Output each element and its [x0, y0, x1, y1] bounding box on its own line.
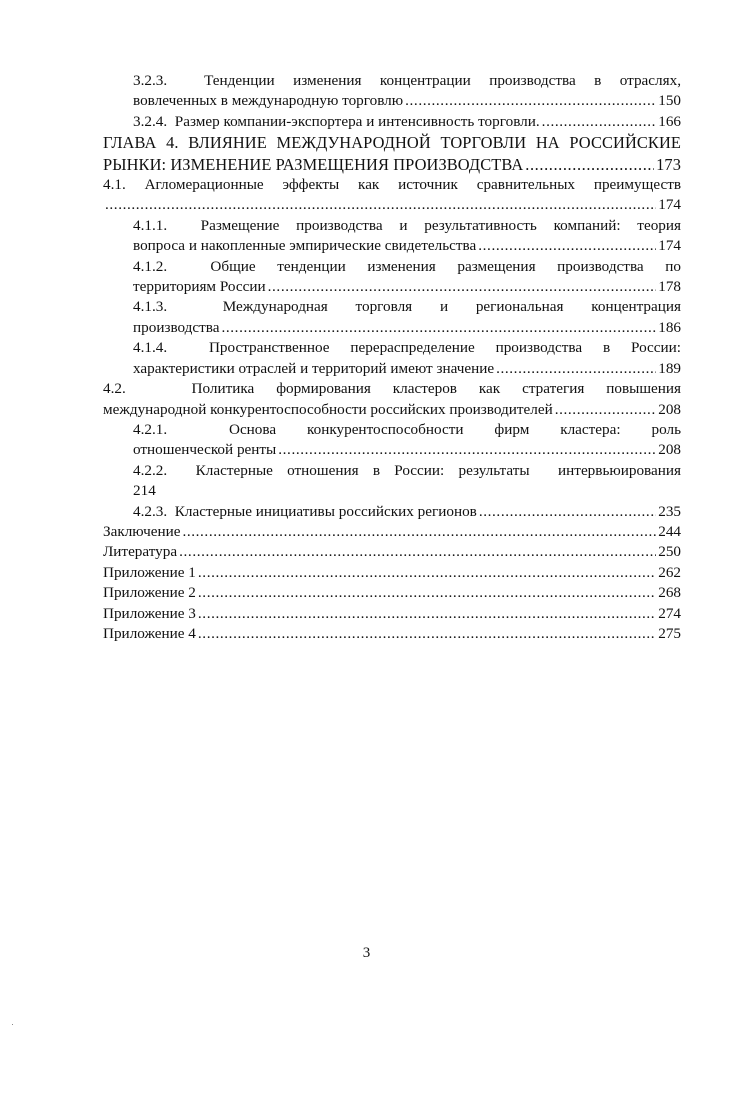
- dot-leader: [555, 400, 657, 420]
- toc-entry: [103, 420, 681, 461]
- toc-entry-line: 4.1.2. Общие тенденции изменения размещения производства по: [133, 257, 681, 275]
- dot-leader: [278, 440, 656, 460]
- toc-entry-last-line: [133, 318, 681, 338]
- toc-entry: [103, 297, 681, 338]
- toc-entry-last-line: [103, 195, 681, 215]
- toc-entry-title: Приложение 4: [103, 624, 196, 642]
- toc-page-number: 189: [658, 359, 681, 377]
- toc-entry-title: Приложение 1: [103, 563, 196, 581]
- toc-entry-last-line: [133, 277, 681, 297]
- dot-leader: [179, 542, 656, 562]
- dot-leader: [268, 277, 657, 297]
- dot-leader: [542, 112, 657, 132]
- toc-entry: [103, 175, 681, 216]
- toc-entry-title: Приложение 2: [103, 584, 196, 602]
- toc-entry-last-line: [103, 563, 681, 583]
- toc-entry-title: 4.2.3. Кластерные инициативы российских регионов: [133, 502, 477, 520]
- toc-page-number: 174: [658, 237, 681, 255]
- toc-entry-title: Приложение 3: [103, 604, 196, 622]
- scan-speck: [12, 1024, 13, 1025]
- toc-page-number: 274: [658, 604, 681, 622]
- toc-entry-last-line: [103, 604, 681, 624]
- toc-entry: [103, 502, 681, 522]
- toc-page-number: 275: [658, 624, 681, 642]
- toc-entry-last-line: [103, 154, 681, 175]
- toc-entry-last-line: [133, 502, 681, 522]
- toc-entry: [103, 132, 681, 175]
- toc-page-number: 235: [658, 502, 681, 520]
- toc-entry: [103, 563, 681, 583]
- toc-entry-title: отношенческой ренты: [133, 441, 277, 459]
- toc-entry: [103, 379, 681, 420]
- toc-entry-last-line: [103, 583, 681, 603]
- toc-entry: [103, 71, 681, 112]
- toc-entry: [103, 112, 681, 132]
- table-of-contents: [103, 71, 681, 644]
- toc-entry-last-line: [103, 522, 681, 542]
- dot-leader: [198, 583, 656, 603]
- toc-entry: [103, 542, 681, 562]
- toc-entry-line: 214: [133, 482, 156, 500]
- toc-entry-title: территориям России: [133, 278, 266, 296]
- page-number: 3: [362, 945, 371, 961]
- toc-entry-line: 4.1.3. Международная торговля и региональная концентрация: [133, 298, 681, 316]
- toc-entry: [103, 583, 681, 603]
- toc-entry: [103, 461, 681, 502]
- toc-page-number: 208: [658, 400, 681, 418]
- toc-entry-title: характеристики отраслей и территорий имеют значение: [133, 359, 495, 377]
- toc-page-number: 244: [658, 522, 681, 540]
- toc-page-number: 250: [658, 543, 681, 561]
- toc-entry-line: 4.2. Политика формирования кластеров как стратегия повышения: [103, 380, 681, 398]
- toc-entry-last-line: [133, 236, 681, 256]
- toc-entry-title: Заключение: [103, 522, 181, 540]
- toc-entry-line: 4.2.2. Кластерные отношения в России: результаты интервьюирования: [133, 461, 681, 479]
- toc-entry: [103, 522, 681, 542]
- toc-page-number: 186: [658, 318, 681, 336]
- toc-entry-last-line: [133, 440, 681, 460]
- toc-page-number: 268: [658, 584, 681, 602]
- toc-entry-title: Литература: [103, 543, 178, 561]
- toc-entry-last-line: [133, 91, 681, 111]
- toc-entry-title: вопроса и накопленные эмпирические свидетельства: [133, 237, 477, 255]
- toc-entry-last-line: [133, 112, 681, 132]
- dot-leader: [198, 624, 656, 644]
- toc-entry-title: производства: [133, 318, 220, 336]
- toc-page-number: 178: [658, 278, 681, 296]
- toc-entry-last-line: [103, 624, 681, 644]
- dot-leader: [105, 195, 656, 215]
- toc-entry-title: международной конкурентоспособности российских производителей: [103, 400, 553, 418]
- toc-page-number: 262: [658, 563, 681, 581]
- toc-entry: [103, 216, 681, 257]
- toc-entry: [103, 257, 681, 298]
- toc-entry-last-line: [103, 400, 681, 420]
- dot-leader: [496, 359, 656, 379]
- toc-entry: [103, 624, 681, 644]
- toc-page-number: 166: [658, 112, 681, 130]
- dot-leader: [405, 91, 656, 111]
- toc-page-number: 173: [656, 154, 681, 174]
- toc-entry-title: РЫНКИ: ИЗМЕНЕНИЕ РАЗМЕЩЕНИЯ ПРОИЗВОДСТВА: [103, 154, 524, 174]
- toc-page-number: 174: [658, 196, 681, 214]
- toc-page-number: 208: [658, 441, 681, 459]
- dot-leader: [525, 154, 654, 175]
- dot-leader: [479, 502, 656, 522]
- dot-leader: [182, 522, 656, 542]
- toc-entry-line: 3.2.3. Тенденции изменения концентрации производства в отраслях,: [133, 72, 681, 89]
- toc-entry-last-line: [103, 542, 681, 562]
- toc-entry: [103, 604, 681, 624]
- dot-leader: [221, 318, 656, 338]
- toc-entry-line: 4.1. Агломерационные эффекты как источник сравнительных преимуществ: [103, 176, 681, 194]
- toc-entry-line: 4.2.1. Основа конкурентоспособности фирм кластера: роль: [133, 420, 681, 438]
- toc-page-number: 150: [658, 92, 681, 110]
- dot-leader: [198, 563, 656, 583]
- dot-leader: [478, 236, 656, 256]
- toc-entry-last-line: [133, 359, 681, 379]
- toc-entry-title: вовлеченных в международную торговлю: [133, 92, 404, 110]
- toc-entry: [103, 338, 681, 379]
- toc-entry-line: ГЛАВА 4. ВЛИЯНИЕ МЕЖДУНАРОДНОЙ ТОРГОВЛИ НА РОССИЙСКИЕ: [103, 133, 681, 153]
- toc-entry-line: 4.1.1. Размещение производства и результативность компаний: теория: [133, 216, 681, 234]
- toc-entry-line: 4.1.4. Пространственное перераспределение производства в России:: [133, 339, 681, 357]
- toc-entry-title: 3.2.4. Размер компании-экспортера и интенсивность торговли.: [133, 112, 540, 130]
- dot-leader: [198, 604, 656, 624]
